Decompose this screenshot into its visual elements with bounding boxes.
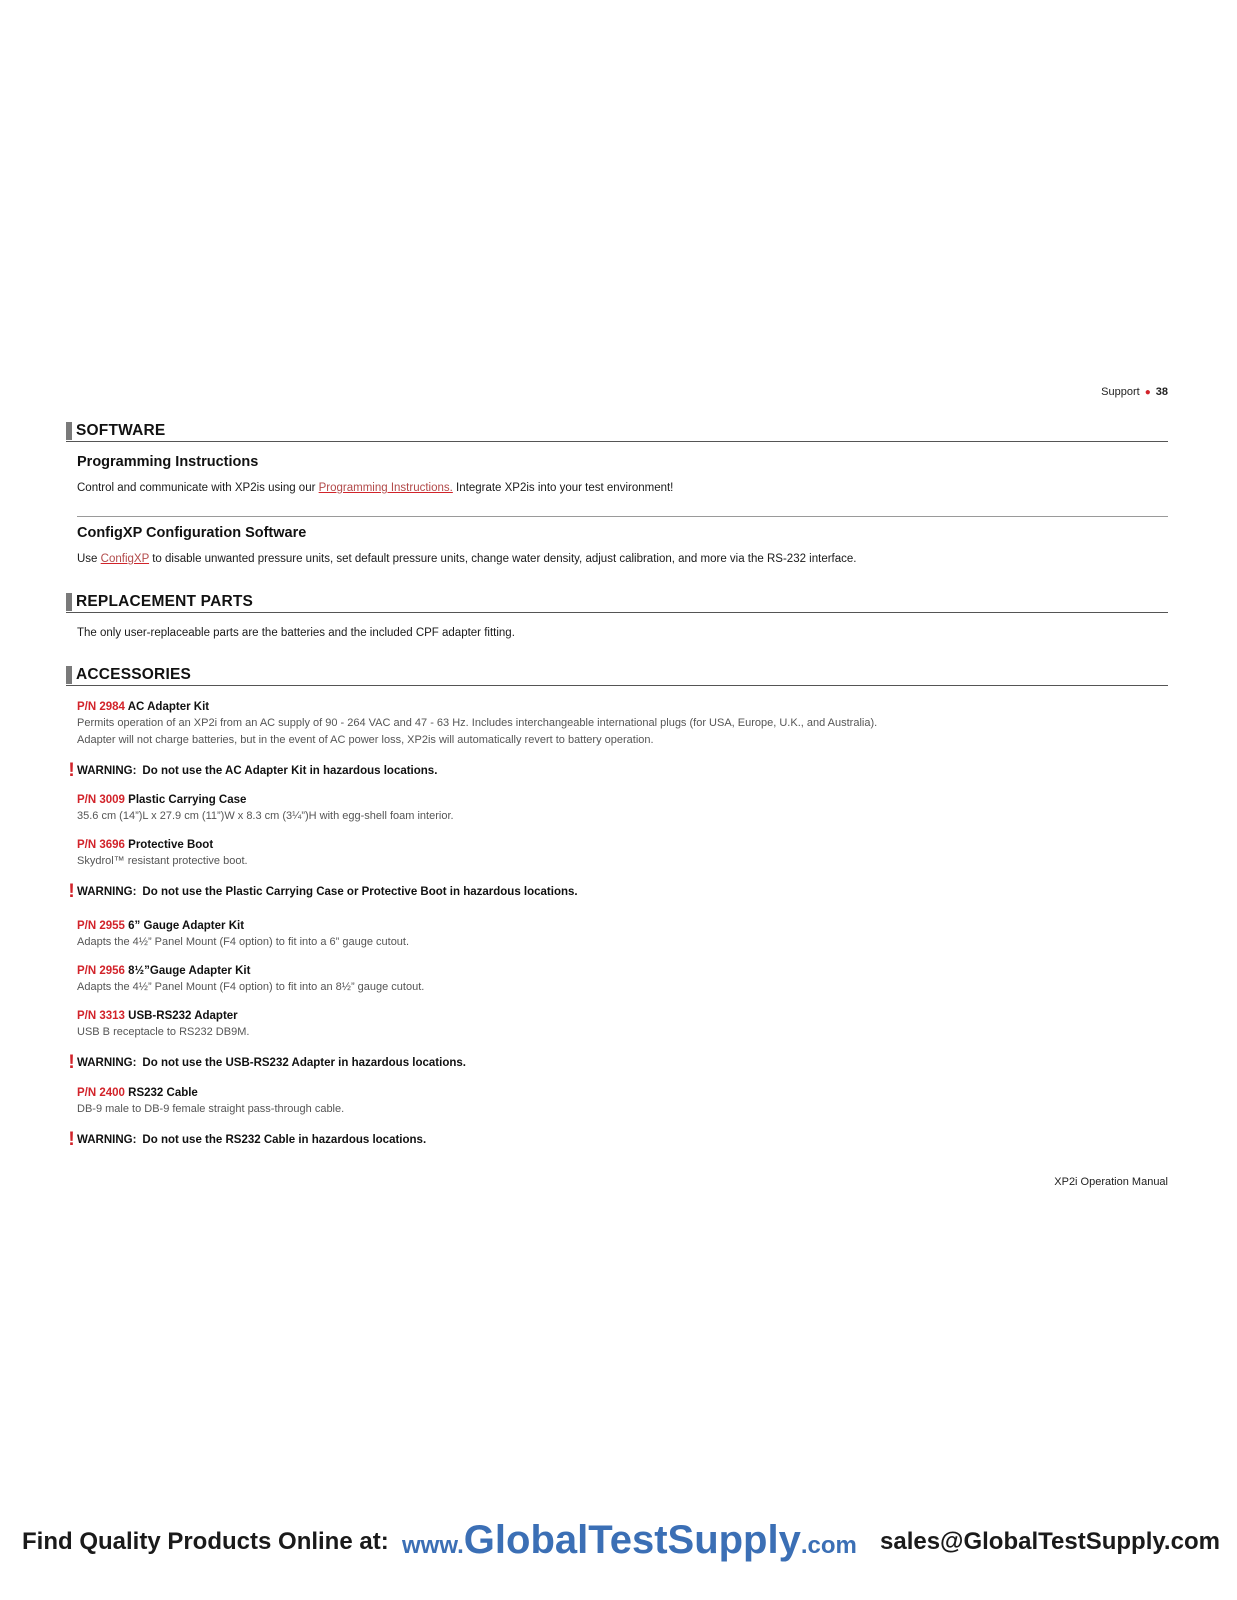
warning-text: Do not use the Plastic Carrying Case or Protective Boot in hazardous locations. — [142, 886, 578, 898]
accessory-item — [77, 1008, 1168, 1041]
part-number: P/N 2955 — [77, 920, 125, 932]
www-prefix: www. — [402, 1532, 464, 1559]
accessory-head — [77, 918, 1168, 934]
part-number: P/N 3696 — [77, 839, 125, 851]
text-span: Control and communicate with XP2is using our — [77, 482, 319, 494]
configxp-title: ConfigXP Configuration Software — [77, 525, 307, 541]
configxp-link[interactable]: ConfigXP — [100, 553, 150, 565]
divider — [77, 516, 1168, 517]
website-link[interactable] — [402, 1518, 857, 1563]
warning-label: WARNING: — [77, 1057, 137, 1069]
section-title: ACCESSORIES — [76, 665, 192, 683]
section-marker — [66, 422, 72, 440]
part-number: P/N 3009 — [77, 794, 125, 806]
accessory-item — [77, 699, 1168, 749]
programming-title: Programming Instructions — [77, 454, 259, 470]
accessory-head — [77, 699, 1168, 715]
warning-icon: ! — [68, 881, 75, 902]
warning-icon: ! — [68, 1129, 75, 1150]
section-accessories — [66, 664, 1168, 686]
accessory-desc: Permits operation of an XP2i from an AC supply of 90 - 264 VAC and 47 - 63 Hz. Includes interchangeable international plugs (for USA, Europe, U.K., and Australia). — [77, 717, 878, 729]
warning-label: WARNING: — [77, 886, 137, 898]
accessory-desc: Skydrol™ resistant protective boot. — [77, 855, 248, 867]
part-name: 8½”Gauge Adapter Kit — [128, 965, 251, 977]
header-section: Support — [1101, 386, 1140, 398]
warning — [66, 762, 1168, 780]
warning — [66, 1131, 1168, 1149]
part-number: P/N 2984 — [77, 701, 125, 713]
replacement-text: The only user-replaceable parts are the batteries and the included CPF adapter fitting. — [77, 627, 515, 639]
www-suffix: .com — [800, 1532, 857, 1559]
www-main: GlobalTestSupply — [463, 1518, 801, 1562]
accessory-desc: DB-9 male to DB-9 female straight pass-through cable. — [77, 1103, 345, 1115]
part-name: RS232 Cable — [128, 1087, 198, 1099]
accessory-head — [77, 792, 1168, 808]
section-replacement-parts — [66, 591, 1168, 613]
part-name: AC Adapter Kit — [127, 701, 210, 713]
accessory-item — [77, 837, 1168, 870]
section-title: SOFTWARE — [76, 421, 166, 439]
accessory-head — [77, 1085, 1168, 1101]
part-number: P/N 3313 — [77, 1010, 125, 1022]
page-header — [1101, 386, 1168, 398]
footer-manual-title: XP2i Operation Manual — [1054, 1176, 1168, 1188]
accessory-desc: Adapter will not charge batteries, but in the event of AC power loss, XP2is will automatically revert to battery operation. — [77, 734, 654, 746]
accessory-desc: USB B receptacle to RS232 DB9M. — [77, 1026, 250, 1038]
banner-find-text: Find Quality Products Online at: — [22, 1528, 389, 1555]
accessory-desc: Adapts the 4½” Panel Mount (F4 option) to fit into a 6” gauge cutout. — [77, 936, 410, 948]
part-number: P/N 2400 — [77, 1087, 125, 1099]
warning-label: WARNING: — [77, 1134, 137, 1146]
programming-text — [77, 480, 1168, 496]
email-link[interactable]: sales@GlobalTestSupply.com — [880, 1528, 1220, 1555]
warning-label: WARNING: — [77, 765, 137, 777]
warning-text: Do not use the AC Adapter Kit in hazardous locations. — [142, 765, 438, 777]
accessory-item — [77, 1085, 1168, 1118]
accessory-desc: Adapts the 4½” Panel Mount (F4 option) to fit into an 8½” gauge cutout. — [77, 981, 425, 993]
section-software — [66, 420, 1168, 442]
accessory-head — [77, 1008, 1168, 1024]
text-span: Use — [77, 553, 101, 565]
warning-icon: ! — [68, 1052, 75, 1073]
text-span: Integrate XP2is into your test environment! — [452, 482, 674, 494]
warning-text: Do not use the RS232 Cable in hazardous locations. — [142, 1134, 427, 1146]
accessory-head — [77, 963, 1168, 979]
accessory-desc: 35.6 cm (14”)L x 27.9 cm (11”)W x 8.3 cm (3¼”)H with egg-shell foam interior. — [77, 810, 454, 822]
configxp-text — [77, 551, 1168, 567]
part-name: Protective Boot — [128, 839, 214, 851]
warning-text: Do not use the USB-RS232 Adapter in hazardous locations. — [142, 1057, 466, 1069]
part-name: Plastic Carrying Case — [128, 794, 247, 806]
warning — [66, 883, 1168, 901]
accessory-item — [77, 963, 1168, 996]
accessory-item — [77, 918, 1168, 951]
part-number: P/N 2956 — [77, 965, 125, 977]
part-name: 6” Gauge Adapter Kit — [128, 920, 245, 932]
bullet-icon: ● — [1144, 386, 1151, 398]
warning — [66, 1054, 1168, 1072]
warning-icon: ! — [68, 760, 75, 781]
section-marker — [66, 666, 72, 684]
accessory-item — [77, 792, 1168, 825]
section-marker — [66, 593, 72, 611]
bottom-banner — [0, 1516, 1237, 1576]
accessory-head — [77, 837, 1168, 853]
part-name: USB-RS232 Adapter — [128, 1010, 238, 1022]
programming-instructions-link[interactable]: Programming Instructions. — [318, 482, 453, 494]
text-span: to disable unwanted pressure units, set default pressure units, change water density, adjust calibration, and more via the RS-232 interface. — [149, 553, 857, 565]
section-title: REPLACEMENT PARTS — [76, 592, 254, 610]
page-content — [66, 420, 1168, 1149]
page-number: 38 — [1155, 386, 1168, 398]
